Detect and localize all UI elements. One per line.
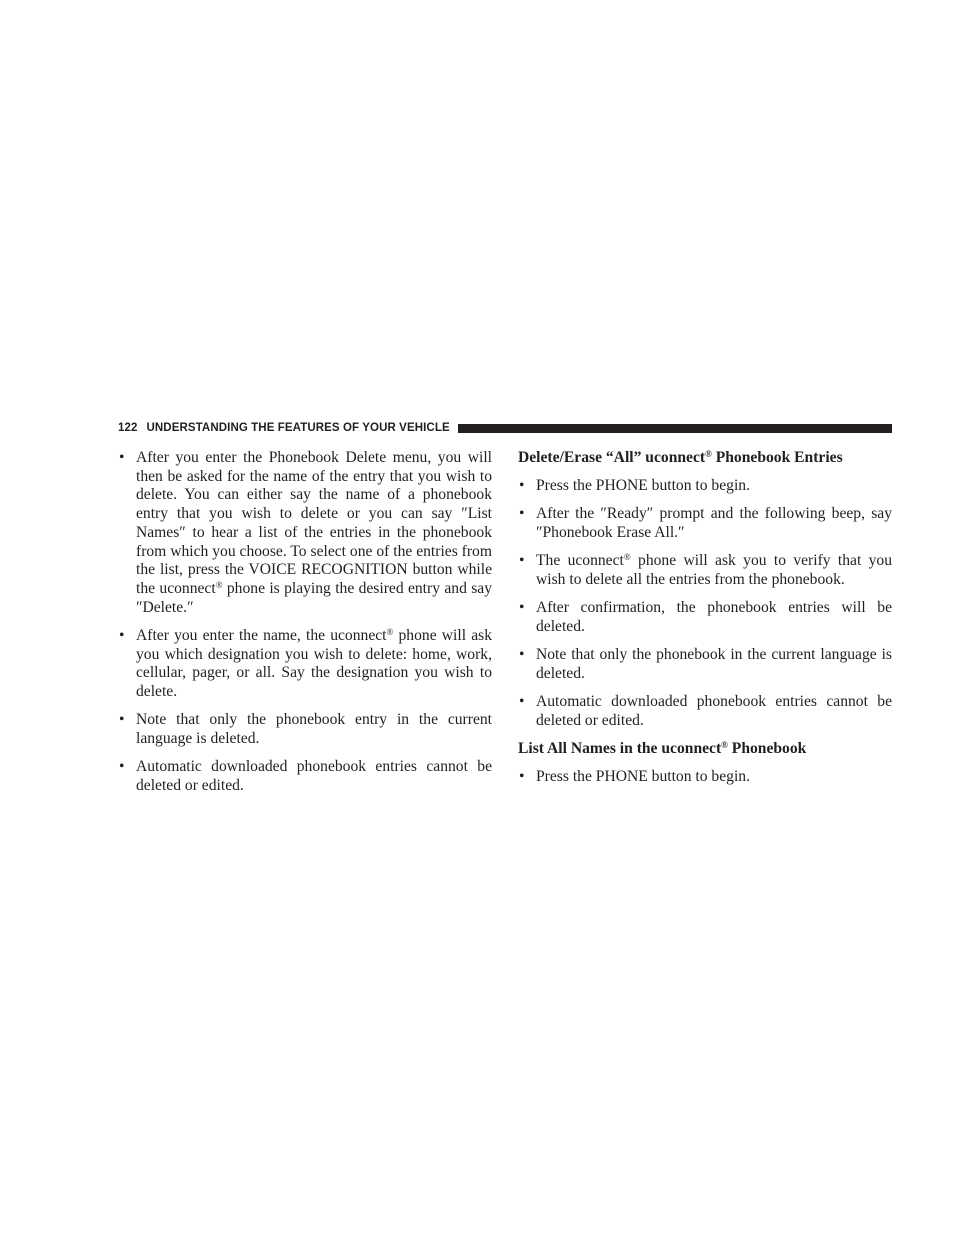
list-item-text: After confirmation, the phonebook entries will be deleted. bbox=[536, 599, 892, 635]
list-item-text: Note that only the phonebook in the current language is deleted. bbox=[536, 646, 892, 682]
bullet-icon: • bbox=[519, 477, 525, 495]
page-number: 122 bbox=[118, 422, 138, 434]
list-item bbox=[518, 599, 892, 636]
list-item-text: phone will ask you which designation you wish to delete: home, work, cellular, pager, or all. Say the designation you wish to delete. bbox=[136, 626, 492, 700]
list-item-text: Press the PHONE button to begin. bbox=[536, 768, 750, 786]
heading-text: Phonebook bbox=[727, 739, 807, 757]
list-item-text: phone will ask you to verify that you wish to delete all the entries from the phonebook. bbox=[536, 552, 892, 589]
bullet-icon: • bbox=[519, 505, 525, 523]
registered-mark: ® bbox=[215, 579, 223, 590]
header-rule bbox=[458, 424, 892, 433]
heading-text: Phonebook Entries bbox=[711, 449, 843, 466]
list-item bbox=[518, 505, 892, 542]
page-header bbox=[118, 420, 892, 436]
bullet-icon: • bbox=[519, 646, 525, 664]
list-item-text: Automatic downloaded phonebook entries cannot be deleted or edited. bbox=[536, 693, 892, 729]
list-item bbox=[118, 627, 492, 702]
bullet-icon: • bbox=[119, 758, 125, 776]
list-item-text: After you enter the Phonebook Delete menu, you will then be asked for the name of the entry that you wish to delete. You can either say the name of a phonebook entry that you wish to delete or you can say ″List Names″ to hear a list of the entries in the phonebook from which you choose. To select one of the entries from the list, press the VOICE RECOGNITION button while the uconnect bbox=[136, 449, 492, 597]
list-item-text: After you enter the name, the uconnect bbox=[136, 626, 387, 644]
heading-text: Delete/Erase “All” uconnect bbox=[518, 449, 706, 466]
registered-mark: ® bbox=[623, 552, 631, 563]
section-heading-erase-all bbox=[518, 449, 892, 468]
list-item bbox=[118, 711, 492, 748]
list-item bbox=[518, 477, 892, 496]
registered-mark: ® bbox=[386, 626, 394, 637]
list-item bbox=[518, 646, 892, 683]
list-item bbox=[518, 768, 892, 787]
registered-mark: ® bbox=[721, 739, 728, 750]
list-item bbox=[118, 449, 492, 617]
bullet-icon: • bbox=[119, 449, 125, 466]
list-item-text: Press the PHONE button to begin. bbox=[536, 477, 750, 495]
heading-text: List All Names in the uconnect bbox=[518, 739, 722, 757]
bullet-icon: • bbox=[519, 693, 525, 711]
bullet-icon: • bbox=[519, 552, 525, 570]
list-item bbox=[518, 693, 892, 730]
list-item-text: Note that only the phonebook entry in the current language is deleted. bbox=[136, 711, 492, 747]
bullet-icon: • bbox=[119, 711, 125, 729]
list-item bbox=[518, 552, 892, 589]
section-title: UNDERSTANDING THE FEATURES OF YOUR VEHICLE bbox=[146, 422, 450, 434]
right-column bbox=[518, 449, 892, 796]
left-column bbox=[118, 449, 492, 805]
registered-mark: ® bbox=[705, 449, 712, 459]
list-item-text: The uconnect bbox=[536, 552, 624, 570]
list-item-text: phone is playing the desired entry and say ″Delete.″ bbox=[136, 579, 492, 616]
bullet-icon: • bbox=[519, 768, 525, 786]
list-item-text: Automatic downloaded phonebook entries cannot be deleted or edited. bbox=[136, 758, 492, 794]
section-heading-list-names bbox=[518, 740, 892, 759]
bullet-icon: • bbox=[119, 626, 125, 644]
bullet-icon: • bbox=[519, 599, 525, 617]
list-item bbox=[118, 758, 492, 795]
list-item-text: After the ″Ready″ prompt and the following beep, say ″Phonebook Erase All.″ bbox=[536, 505, 892, 542]
